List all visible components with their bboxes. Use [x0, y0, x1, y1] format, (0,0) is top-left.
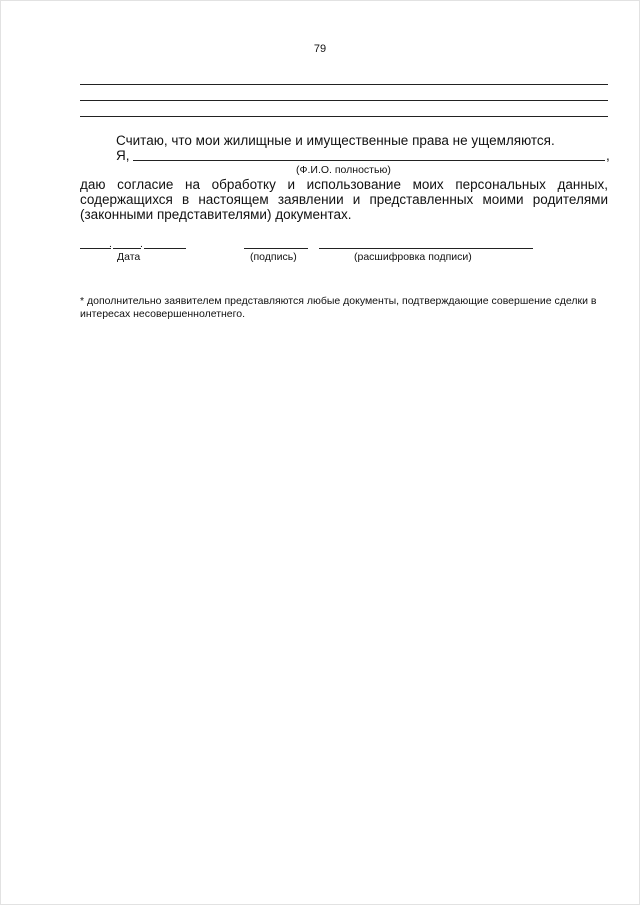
name-suffix: ,: [606, 148, 610, 163]
blank-line-1: [80, 84, 608, 85]
name-prefix: Я,: [116, 148, 130, 163]
date-day-field[interactable]: [80, 248, 111, 249]
consent-line-3: (законными представителями) документах.: [80, 207, 352, 222]
full-name-caption: (Ф.И.О. полностью): [296, 164, 391, 176]
consent-line-1: даю согласие на обработку и использование моих персональных данных,: [80, 177, 608, 192]
signature-decoding-label: (расшифровка подписи): [354, 251, 472, 263]
date-label: Дата: [117, 251, 141, 263]
date-separator-1: .: [109, 238, 112, 250]
signature-label: (подпись): [250, 251, 297, 263]
footnote-line-1: * дополнительно заявителем представляются любые документы, подтверждающие совершение сделки в: [80, 295, 597, 307]
blank-line-3: [80, 116, 608, 117]
consent-line-2: содержащихся в настоящем заявлении и представленных моими родителями: [80, 192, 608, 207]
date-year-field[interactable]: [144, 248, 186, 249]
date-month-field[interactable]: [113, 248, 141, 249]
footnote-line-2: интересах несовершеннолетнего.: [80, 308, 246, 320]
date-separator-2: .: [140, 238, 143, 250]
rights-statement: Считаю, что мои жилищные и имущественные права не ущемляются.: [116, 133, 555, 148]
blank-line-2: [80, 100, 608, 101]
signature-decoding-field[interactable]: [319, 248, 533, 249]
signature-field[interactable]: [244, 248, 308, 249]
page-number: 79: [313, 43, 327, 55]
full-name-field[interactable]: [133, 160, 605, 161]
